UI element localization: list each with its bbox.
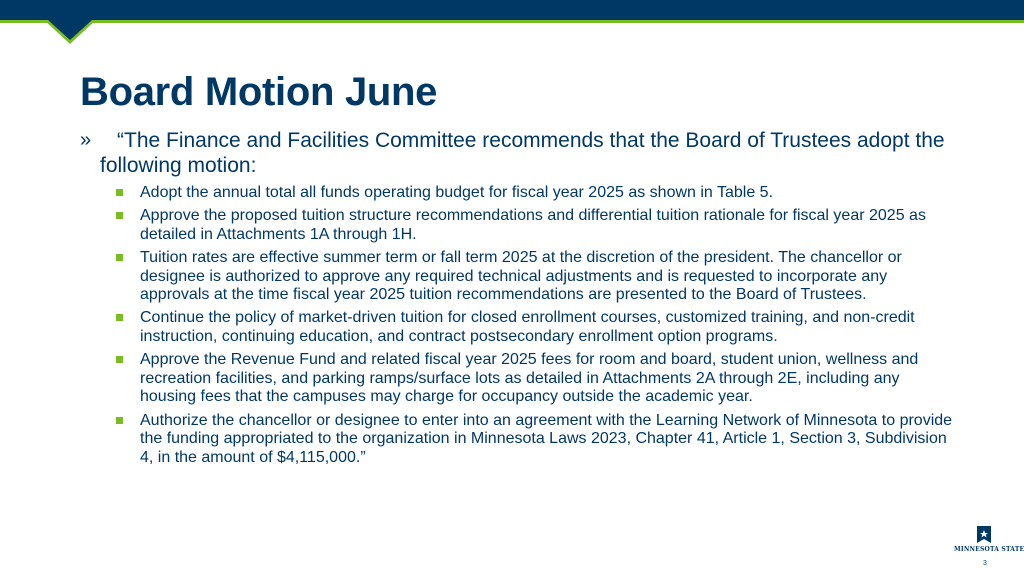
- slide-title: Board Motion June: [80, 70, 438, 114]
- motion-intro: [80, 128, 980, 178]
- list-item-text: Adopt the annual total all funds operating budget for fiscal year 2025 as shown in Table 5.: [140, 184, 774, 201]
- list-item-text: Tuition rates are effective summer term or fall term 2025 at the discretion of the president. The chancellor or designee is authorized to approve any required technical adjustments and is requested to incorporate any approvals at the time fiscal year 2025 tuition recommendations are presented to the Board of Trustees.: [140, 248, 902, 304]
- motion-bullet-list: [116, 184, 956, 472]
- chevron-tab-icon: [40, 20, 100, 46]
- list-item: [116, 412, 956, 468]
- list-item: [116, 309, 956, 346]
- square-bullet-icon: [116, 254, 123, 261]
- header-accent-stripe: [0, 20, 1024, 23]
- list-item-text: Approve the proposed tuition structure recommendations and differential tuition rationale for fiscal year 2025 as detailed in Attachments 1A through 1H.: [140, 207, 926, 243]
- list-item-text: Authorize the chancellor or designee to enter into an agreement with the Learning Network of Minnesota to provide the funding appropriated to the organization in Minnesota Laws 2023, Chapter 41, Article 1, Section 3, Subdivision 4, in the amount of $4,115,000.”: [140, 411, 953, 466]
- header-band: [0, 0, 1024, 20]
- logo-wordmark: MINNESOTA STATE: [954, 546, 1024, 553]
- double-chevron-icon: »: [80, 129, 92, 151]
- square-bullet-icon: [116, 189, 123, 196]
- list-item: [116, 351, 956, 407]
- list-item: [116, 184, 956, 203]
- list-item: [116, 207, 956, 244]
- motion-intro-text: “The Finance and Facilities Committee recommends that the Board of Trustees adopt the following motion:: [100, 129, 945, 177]
- list-item-text: Continue the policy of market-driven tuition for closed enrollment courses, customized training, and non-credit instruction, continuing education, and contract postsecondary enrollment option programs.: [140, 309, 915, 345]
- list-item-text: Approve the Revenue Fund and related fiscal year 2025 fees for room and board, student union, wellness and recreation facilities, and parking ramps/surface lots as detailed in Attachments 2A through 2E, including any housing fees that the campuses may charge for occupancy outside the academic year.: [140, 351, 919, 406]
- square-bullet-icon: [116, 212, 123, 219]
- square-bullet-icon: [116, 417, 123, 424]
- minnesota-state-logo: [954, 526, 1024, 558]
- logo-mark-icon: [977, 526, 991, 543]
- square-bullet-icon: [116, 314, 123, 321]
- square-bullet-icon: [116, 356, 123, 363]
- list-item: [116, 249, 956, 305]
- page-number: 3: [983, 560, 987, 567]
